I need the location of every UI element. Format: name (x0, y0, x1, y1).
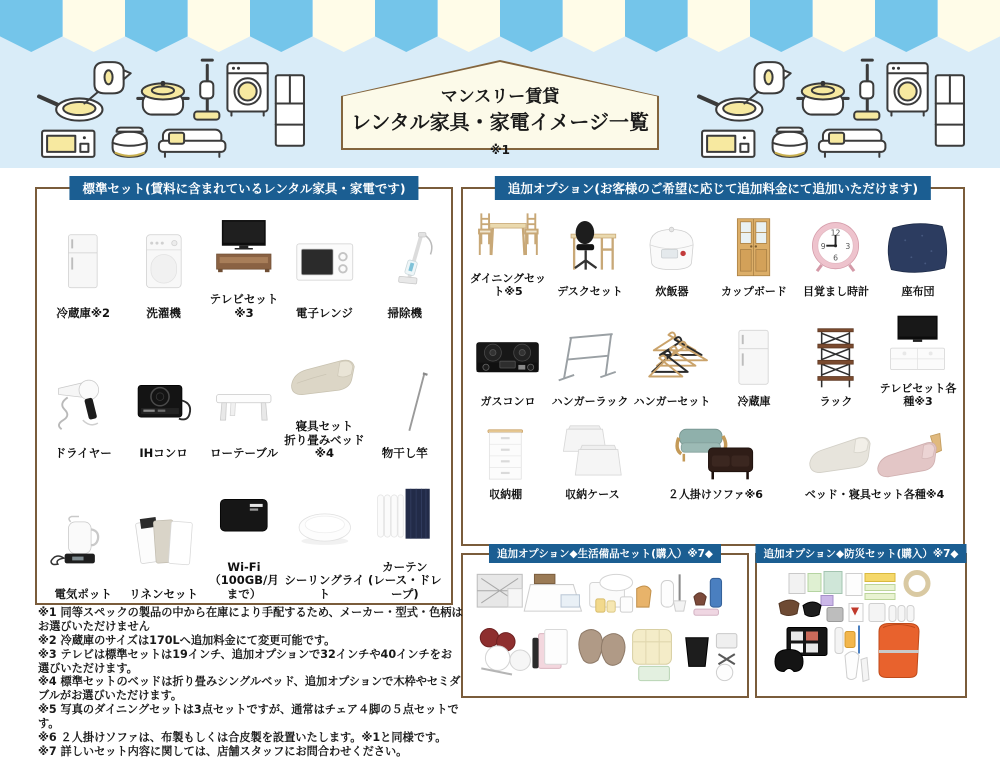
item-card-wifi (204, 473, 284, 602)
item-card-cushion (877, 199, 959, 299)
item-card-hanger-set (631, 309, 713, 409)
option-section-header: 追加オプション(お客様のご希望に応じて追加料金にて追加いただけます) (495, 176, 931, 200)
item-label: 電気ポット (54, 588, 112, 602)
disaster-set-header: 追加オプション◆防災セット(購入）※7◆ (755, 544, 966, 563)
footnote-line (38, 703, 463, 731)
item-label: ※3 テレビは標準セットは19インチ、追加オプションで32インチや40インチをお選びいただけます。 (38, 648, 463, 676)
pole-image (365, 359, 445, 445)
item-card-fridge (713, 309, 795, 409)
item-label: IHコンロ (139, 447, 187, 461)
item-card-linen (123, 473, 203, 602)
item-card-dryer (43, 332, 123, 461)
item-card-desk-set (549, 199, 631, 299)
footnote-line (38, 606, 463, 634)
linen-image (123, 500, 203, 586)
item-label: デスクセット (557, 286, 623, 299)
title-footnote-ref: ※1 (490, 143, 510, 157)
item-label: ※7 詳しいセット内容に関しては、店舗スタッフにお問合わせください。 (38, 745, 463, 759)
option-row-2 (463, 309, 963, 409)
item-label: ※4 標準セットのベッドは折り畳みシングルベッド、追加オプションで木枠やセミダブルがお選びいただけます。 (38, 675, 463, 703)
hanger-set-image (631, 322, 713, 394)
item-label: テレビセット※3 (204, 293, 284, 320)
disaster-set-purchase-box (755, 553, 967, 698)
alarm-clock-image (795, 212, 877, 284)
item-card-ih-stove (123, 332, 203, 461)
item-card-ceiling-light (284, 473, 364, 602)
storage-shelf-image (467, 419, 544, 487)
item-card-pole (365, 332, 445, 461)
awning-stripe-blue (500, 0, 563, 52)
ceiling-light-image (284, 486, 364, 572)
awning-stripe-blue (0, 0, 63, 52)
awning-stripe-cream (188, 0, 251, 52)
item-card-bedding (284, 332, 364, 461)
awning-stripe-cream (938, 0, 1000, 52)
item-label: ※6 ２人掛けソファは、布製もしくは合皮製を設置いたします。※1と同様です。 (38, 731, 463, 745)
item-card-storage-case (544, 419, 640, 502)
item-label: ダイニングセット※5 (467, 273, 549, 299)
item-label: 洗濯機 (146, 307, 181, 321)
svg-text:6: 6 (834, 253, 839, 262)
tv-various-image (877, 309, 959, 381)
awning-stripe-blue (250, 0, 313, 52)
item-label: ハンガーセット (634, 396, 711, 409)
item-card-tv-set (204, 205, 284, 320)
item-label: 物干し竿 (382, 447, 428, 461)
awning-stripe-cream (563, 0, 626, 52)
item-card-gas-stove (467, 309, 549, 409)
item-label: カーテン (レース・ドレープ) (365, 561, 445, 602)
bed-sets-image (790, 419, 959, 487)
option-row-1 (463, 199, 963, 299)
item-label: 目覚まし時計 (803, 286, 869, 299)
item-label: 収納ケース (565, 489, 619, 502)
item-label: 寝具セット 折り畳みベッド※4 (284, 420, 364, 461)
low-table-image (204, 359, 284, 445)
bedding-image (284, 332, 364, 418)
awning-stripe-cream (688, 0, 751, 52)
item-label: 座布団 (902, 286, 935, 299)
desk-set-image (549, 212, 631, 284)
page-title-line2: レンタル家具・家電イメージ一覧※1 (341, 110, 659, 160)
gas-stove-image (467, 322, 549, 394)
rice-cooker-image (631, 212, 713, 284)
hanger-rack-image (549, 322, 631, 394)
item-label: ２人掛けソファ※6 (668, 489, 763, 502)
standard-set-grid (37, 189, 451, 602)
item-label: ※5 写真のダイニングセットは3点セットですが、通常はチェア４脚の５点セットです。 (38, 703, 463, 731)
vacuum-image (365, 219, 445, 305)
footnote-line (38, 745, 463, 759)
ih-stove-image (123, 359, 203, 445)
appliance-line-icons-right (694, 52, 966, 160)
awning-stripe-cream (438, 0, 501, 52)
awning-stripe-blue (375, 0, 438, 52)
item-label: ※1 同等スペックの製品の中から在庫により手配するため、メーカー・型式・色柄はお選びいただけません (38, 606, 463, 634)
item-label: 電子レンジ (296, 307, 353, 321)
item-label: 収納棚 (489, 489, 522, 502)
item-card-microwave (284, 205, 364, 320)
item-label: 冷蔵庫 (738, 396, 771, 409)
awning-stripe-cream (313, 0, 376, 52)
rack-image (795, 322, 877, 394)
option-row-3 (463, 419, 963, 502)
item-card-fridge (43, 205, 123, 320)
item-card-sofa-pair (641, 419, 791, 502)
awning-stripe-blue (625, 0, 688, 52)
cushion-image (877, 212, 959, 284)
item-card-cupboard (713, 199, 795, 299)
title-plaque (341, 60, 659, 150)
svg-text:3: 3 (846, 242, 851, 251)
footnote-line (38, 634, 463, 648)
storage-case-image (544, 419, 640, 487)
sofa-pair-image (641, 419, 791, 487)
item-card-storage-shelf (467, 419, 544, 502)
item-label: 冷蔵庫※2 (56, 307, 110, 321)
disaster-set-photo-collage (761, 563, 961, 692)
item-card-washer (123, 205, 203, 320)
curtain-image (365, 473, 445, 559)
life-goods-header: 追加オプション◆生活備品セット(購入）※7◆ (489, 544, 721, 563)
svg-text:9: 9 (821, 242, 826, 251)
item-card-rack (795, 309, 877, 409)
item-label: テレビセット各種※3 (877, 383, 959, 409)
item-label: ラック (820, 396, 853, 409)
standard-set-section (35, 187, 453, 605)
wifi-image (204, 473, 284, 559)
fridge-image (713, 322, 795, 394)
awning-stripe-cream (63, 0, 126, 52)
life-goods-photo-collage (467, 563, 743, 692)
item-card-tv-various (877, 309, 959, 409)
item-card-rice-cooker (631, 199, 713, 299)
item-card-electric-pot (43, 473, 123, 602)
item-label: 炊飯器 (656, 286, 689, 299)
footnotes (38, 606, 463, 759)
item-label: ドライヤー (55, 447, 112, 461)
item-label: ガスコンロ (481, 396, 536, 409)
footnote-line (38, 675, 463, 703)
dining-set-image (467, 199, 549, 271)
dryer-image (43, 359, 123, 445)
item-label: カップボード (721, 286, 787, 299)
item-card-bed-sets (790, 419, 959, 502)
item-card-curtain (365, 473, 445, 602)
page-title-line1: マンスリー賃貸 (341, 85, 659, 110)
washer-image (123, 219, 203, 305)
awning-stripe-blue (125, 0, 188, 52)
item-card-dining-set (467, 199, 549, 299)
microwave-image (284, 219, 364, 305)
item-label: ハンガーラック (552, 396, 629, 409)
item-label: シーリングライト (284, 574, 364, 601)
item-label: 掃除機 (388, 307, 423, 321)
item-label: ローテーブル (210, 447, 278, 461)
awning-stripe-blue (875, 0, 938, 52)
svg-text:12: 12 (831, 229, 841, 238)
appliance-line-icons-left (34, 52, 306, 160)
awning-stripe-blue (750, 0, 813, 52)
cupboard-image (713, 212, 795, 284)
item-card-hanger-rack (549, 309, 631, 409)
life-goods-purchase-box (461, 553, 749, 698)
item-card-vacuum (365, 205, 445, 320)
item-card-alarm-clock (795, 199, 877, 299)
item-label: ※2 冷蔵庫のサイズは170Lへ追加料金にて変更可能です。 (38, 634, 463, 648)
awning-stripe-cream (813, 0, 876, 52)
standard-set-header: 標準セット(賃料に含まれているレンタル家具・家電です) (69, 176, 418, 200)
page-title (341, 85, 659, 160)
item-label: リネンセット (129, 588, 198, 602)
electric-pot-image (43, 500, 123, 586)
item-label: ベッド・寝具セット各種※4 (805, 489, 944, 502)
fridge-image (43, 219, 123, 305)
item-card-low-table (204, 332, 284, 461)
item-label: Wi-Fi （100GB/月まで） (204, 561, 284, 602)
tv-set-image (204, 205, 284, 291)
awning-stripes (0, 0, 1000, 52)
footnote-line (38, 648, 463, 676)
option-section (461, 187, 965, 546)
footnote-line (38, 731, 463, 745)
